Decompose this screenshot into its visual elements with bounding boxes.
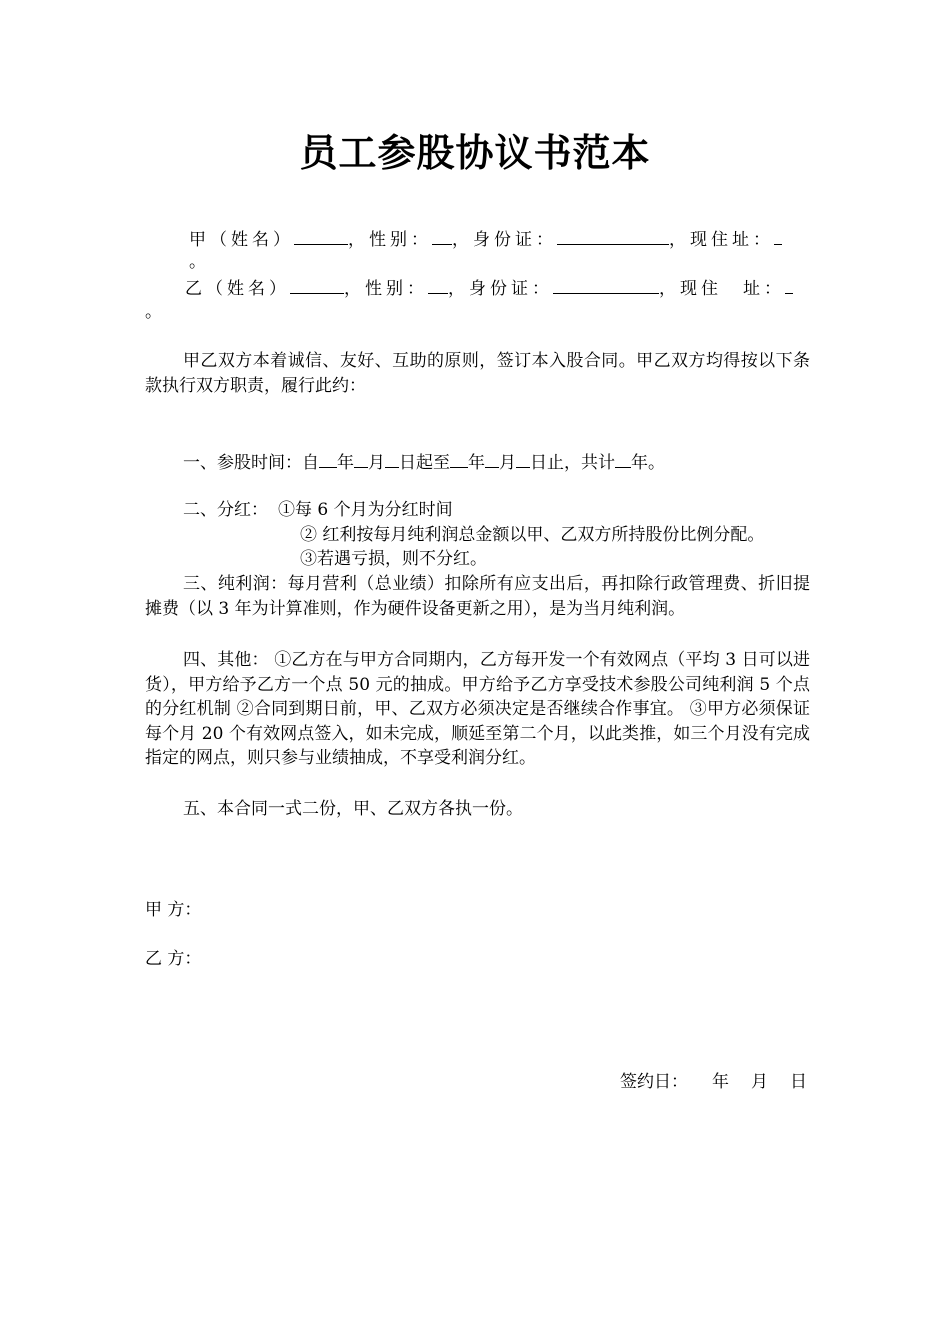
signing-date-label: 签约日： <box>620 1072 688 1092</box>
party-b-address-label: ，现住 址： <box>659 279 785 299</box>
signing-day-label: 日 <box>790 1072 807 1092</box>
party-b-label: 乙（姓名） <box>185 279 290 299</box>
start-year-blank <box>319 450 337 468</box>
end-year-blank <box>450 450 468 468</box>
clause-4: 四、其他： ①乙方在与甲方合同期内，乙方每开发一个有效网点（平均 3 日可以进货），甲方给予乙方一个点 50 元的抽成。甲方给予乙方享受技术参股公司纯利润 5 个点的分红机制 ②合同到期日前，甲、乙双方必须决定是否继续合作事宜。 ③甲方必须保证每个月 20 个有效网点签入，如未完成，顺延至第二个月，以此类推，如三个月没有完成指定的网点，则只参与业绩抽成，不享受利润分红。 <box>145 650 810 768</box>
start-day-label: 日起至 <box>399 453 450 473</box>
total-years-blank <box>615 450 631 468</box>
end-month-label: 月 <box>499 453 516 473</box>
party-b-gender-label: ，性别： <box>344 279 428 299</box>
document-title: 员工参股协议书范本 <box>299 130 651 175</box>
party-a-line <box>189 227 782 253</box>
party-a-label: 甲（姓名） <box>189 230 294 250</box>
party-b-id-blank <box>553 276 659 294</box>
end-year-label: 年 <box>468 453 485 473</box>
clause-1-end: 年。 <box>631 453 665 473</box>
party-a-end: 。 <box>189 252 206 272</box>
party-a-address-label: ，现住址： <box>669 230 774 250</box>
clause-2-head: 二、分红： <box>183 500 268 520</box>
party-a-signature-label: 甲 方： <box>145 900 202 920</box>
end-day-label: 日止，共计 <box>530 453 615 473</box>
party-b-address-blank <box>785 276 793 294</box>
clause-3: 三、纯利润：每月营利（总业绩）扣除所有应支出后，再扣除行政管理费、折旧提摊费（以 3 年为计算准则，作为硬件设备更新之用），是为当月纯利润。 <box>145 574 810 619</box>
intro-paragraph: 甲乙双方本着诚信、友好、互助的原则，签订本入股合同。甲乙双方均得按以下条款执行双方职责，履行此约： <box>145 351 810 396</box>
party-b-end: 。 <box>145 302 162 322</box>
signing-month-label: 月 <box>751 1072 768 1092</box>
clause-1 <box>183 450 665 476</box>
start-day-blank <box>385 450 399 468</box>
party-b-line <box>185 276 793 302</box>
start-month-label: 月 <box>368 453 385 473</box>
end-day-blank <box>516 450 530 468</box>
party-b-id-label: ，身份证： <box>448 279 553 299</box>
party-b-signature-label: 乙 方： <box>145 949 202 969</box>
clause-2-first-line <box>183 498 453 523</box>
start-year-label: 年 <box>337 453 354 473</box>
start-month-blank <box>354 450 368 468</box>
clause-2-item-1: ①每 6 个月为分红时间 <box>278 500 453 520</box>
party-a-name-blank <box>294 227 348 245</box>
party-a-gender-label: ，性别： <box>348 230 432 250</box>
clause-2-item-3: ③若遇亏损，则不分红。 <box>300 549 487 569</box>
party-a-id-blank <box>557 227 669 245</box>
party-b-gender-blank <box>428 276 448 294</box>
signing-date <box>620 1070 807 1095</box>
clause-1-prefix: 一、参股时间：自 <box>183 453 319 473</box>
party-a-id-label: ，身份证： <box>452 230 557 250</box>
party-a-address-blank <box>774 227 782 245</box>
signing-year-label: 年 <box>712 1072 729 1092</box>
party-b-name-blank <box>290 276 344 294</box>
end-month-blank <box>485 450 499 468</box>
clause-2-item-2: ② 红利按每月纯利润总金额以甲、乙双方所持股份比例分配。 <box>300 525 765 545</box>
party-a-gender-blank <box>432 227 452 245</box>
clause-5: 五、本合同一式二份，甲、乙双方各执一份。 <box>183 799 523 819</box>
